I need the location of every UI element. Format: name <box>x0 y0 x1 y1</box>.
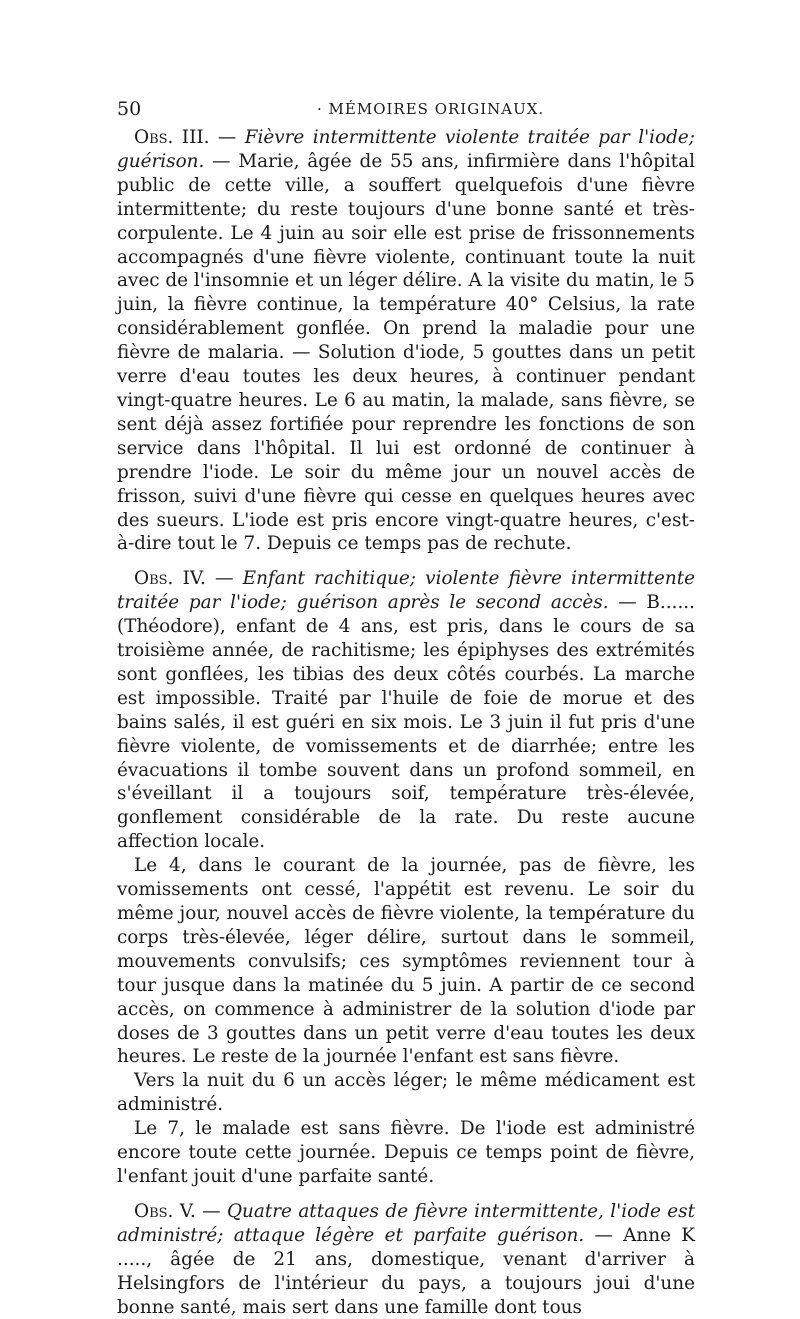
page-header <box>117 98 697 122</box>
observation-5-body: — Anne K ....., âgée de 21 ans, domestique, venant d'arriver à Helsingfors de l'intérieur du pays, a toujours joui d'une bonne santé, mais sert dans une famille dont tous <box>117 1224 695 1318</box>
observation-3 <box>117 126 695 556</box>
observation-5 <box>117 1200 695 1319</box>
observation-3-title: Fièvre intermittente violente traitée par l'iode; guérison. <box>117 127 695 172</box>
observation-4-body: — B...... (Théodore), enfant de 4 ans, est pris, dans le cours de sa troisième année, de rachitisme; les épiphyses des extrémités sont gonflées, les tibias des deux côtés courbés. La marche est impossible. Traité par l'huile de foie de morue et des bains salés, il est guéri en six mois. Le 3 juin il fut pris d'une fièvre violente, de vomissements et de diarrhée; entre les évacuations il tombe souvent dans un profond sommeil, en s'éveillant il a toujours soif, température très-élevée, gonflement considérable de la rate. Du reste aucune affection locale. <box>117 592 695 853</box>
observation-3-body: — Marie, âgée de 55 ans, infirmière dans l'hôpital public de cette ville, a souffert quelquefois d'une fièvre intermittente; du reste toujours d'une bonne santé et très-corpulente. Le 4 juin au soir elle est prise de frissonnements accompagnés d'une fièvre violente, continuant toute la nuit avec de l'insomnie et un léger délire. A la visite du matin, le 5 juin, la fièvre continue, la température 40° Celsius, la rate considérablement gonflée. On prend la maladie pour une fièvre de malaria. — Solution d'iode, 5 gouttes dans un petit verre d'eau toutes les deux heures, à continuer pendant vingt-quatre heures. Le 6 au matin, la malade, sans fièvre, se sent déjà assez fortifiée pour reprendre les fonctions de son service dans l'hôpital. Il lui est ordonné de continuer à prendre l'iode. Le soir du même jour un nouvel accès de frisson, suivi d'une fièvre qui cesse en quelques heures avec des sueurs. L'iode est pris encore vingt-quatre heures, c'est-à-dire tout le 7. Depuis ce temps pas de rechute. <box>117 150 695 555</box>
running-head: · MÉMOIRES ORIGINAUX. <box>317 100 545 118</box>
observation-4-paragraph-3: Vers la nuit du 6 un accès léger; le même médicament est administré. <box>117 1070 695 1116</box>
page-body <box>117 126 695 1319</box>
observation-3-label: Obs. III. <box>134 127 210 148</box>
observation-4-title: Enfant rachitique; violente fièvre intermittente traitée par l'iode; guérison après le second accès. <box>117 568 695 614</box>
observation-4-paragraph-4: Le 7, le malade est sans fièvre. De l'iode est administré encore toute cette journée. Depuis ce temps point de fièvre, l'enfant jouit d'une parfaite santé. <box>117 1118 695 1187</box>
observation-5-label: Obs. V. <box>134 1200 196 1222</box>
observation-4-label: Obs. IV. <box>134 568 206 590</box>
observation-4 <box>117 567 695 854</box>
observation-4-paragraph-2: Le 4, dans le courant de la journée, pas de fièvre, les vomissements ont cessé, l'appétit est revenu. Le soir du même jour, nouvel accès de fièvre violente, la température du corps très-élevée, léger délire, surtout dans le sommeil, mouvements convulsifs; ces symptômes reviennent tour à tour jusque dans la matinée du 5 juin. A partir de ce second accès, on commence à administrer de la solution d'iode par doses de 3 gouttes dans un petit verre d'eau toutes les deux heures. Le reste de la journée l'enfant est sans fièvre. <box>117 855 695 1068</box>
observation-3-dash: — <box>209 127 245 148</box>
page-number: 50 <box>117 98 142 120</box>
observation-5-dash: — <box>195 1200 227 1222</box>
observation-4-dash: — <box>205 568 243 590</box>
observation-5-title: Quatre attaques de fièvre intermittente, l'iode est administré; attaque légère et parfaite guérison. <box>117 1200 695 1246</box>
